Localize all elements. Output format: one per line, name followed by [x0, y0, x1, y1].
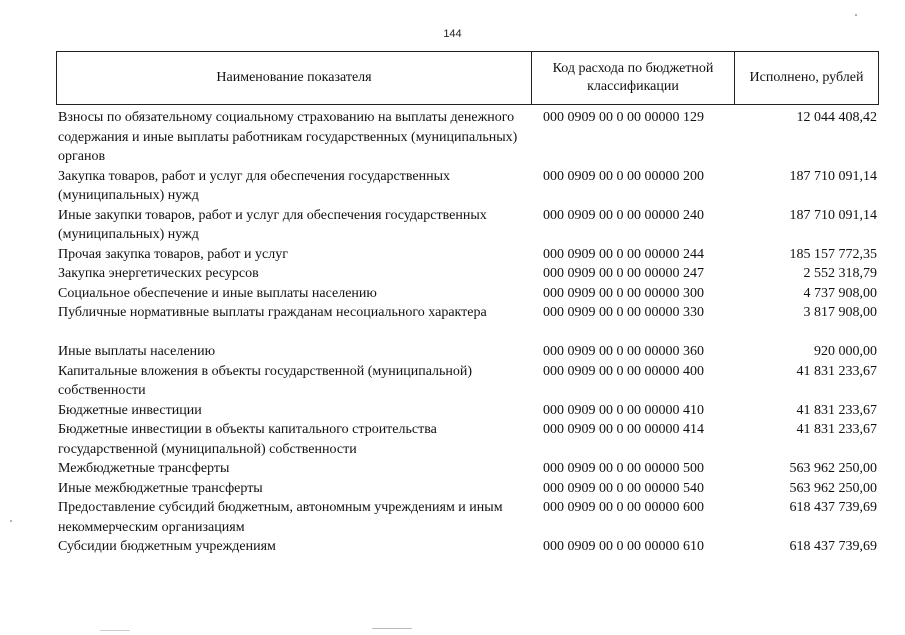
- header-executed: Исполнено, рублей: [749, 70, 864, 85]
- table-row: [56, 479, 879, 499]
- row-name: Иные межбюджетные трансферты: [58, 480, 263, 496]
- row-name: Закупка энергетических ресурсов: [58, 266, 259, 281]
- scan-speck: [372, 628, 412, 629]
- header-name: Наименование показателя: [57, 52, 532, 104]
- row-code: 000 0909 00 0 00 00000 410: [543, 402, 704, 418]
- table-row: [56, 167, 879, 206]
- table-row: [56, 342, 879, 362]
- row-name: Публичные нормативные выплаты гражданам несоциального характера: [58, 305, 487, 320]
- row-code: 000 0909 00 0 00 00000 360: [543, 344, 704, 359]
- row-name: Прочая закупка товаров, работ и услуг: [58, 246, 288, 262]
- row-name: Межбюджетные трансферты: [58, 461, 230, 476]
- row-executed: 563 962 250,00: [789, 461, 877, 476]
- row-name: Иные выплаты населению: [58, 344, 216, 359]
- table-row: [56, 303, 879, 323]
- row-name: Бюджетные инвестиции: [58, 402, 202, 418]
- row-executed: 4 737 908,00: [803, 285, 877, 301]
- row-code: 000 0909 00 0 00 00000 600: [543, 500, 704, 515]
- row-executed: 187 710 091,14: [789, 207, 877, 223]
- row-name: Взносы по обязательному социальному страхованию на выплаты денежного содержания и иные выплаты работникам государственных (муниципальных) органов: [58, 110, 518, 164]
- scan-speck: [855, 14, 857, 16]
- row-code: 000 0909 00 0 00 00000 500: [543, 461, 704, 476]
- row-executed: 41 831 233,67: [796, 422, 877, 437]
- row-code: 000 0909 00 0 00 00000 540: [543, 480, 704, 496]
- row-name: Капитальные вложения в объекты государственной (муниципальной) собственности: [58, 363, 473, 398]
- row-name: Субсидии бюджетным учреждениям: [58, 539, 276, 554]
- table-row: [56, 537, 879, 557]
- row-executed: 185 157 772,35: [789, 246, 877, 262]
- row-executed: 3 817 908,00: [803, 305, 877, 320]
- row-code: 000 0909 00 0 00 00000 129: [543, 110, 704, 125]
- row-executed: 920 000,00: [814, 344, 877, 359]
- row-executed: 618 437 739,69: [789, 500, 877, 515]
- scan-speck: [100, 630, 130, 631]
- table-body: [56, 108, 879, 557]
- row-code: 000 0909 00 0 00 00000 330: [543, 305, 704, 320]
- row-executed: 41 831 233,67: [796, 402, 877, 418]
- row-name: Социальное обеспечение и иные выплаты населению: [58, 285, 377, 301]
- row-code: 000 0909 00 0 00 00000 244: [543, 246, 704, 262]
- row-code: 000 0909 00 0 00 00000 240: [543, 207, 704, 223]
- table-header: [56, 51, 879, 105]
- row-executed: 187 710 091,14: [789, 168, 877, 184]
- row-executed: 12 044 408,42: [796, 110, 877, 125]
- row-name: Иные закупки товаров, работ и услуг для обеспечения государственных (муниципальных) нужд: [58, 207, 487, 242]
- table-row: [56, 284, 879, 304]
- table-row: [56, 264, 879, 284]
- table-row: [56, 498, 879, 537]
- row-name: Закупка товаров, работ и услуг для обеспечения государственных (муниципальных) нужд: [58, 168, 451, 203]
- row-name: Предоставление субсидий бюджетным, автономным учреждениям и иным некоммерческим организациям: [58, 500, 503, 535]
- row-code: 000 0909 00 0 00 00000 610: [543, 539, 704, 554]
- row-name: Бюджетные инвестиции в объекты капитального строительства государственной (муниципальной) собственности: [58, 422, 437, 457]
- row-code: 000 0909 00 0 00 00000 400: [543, 363, 704, 379]
- row-code: 000 0909 00 0 00 00000 300: [543, 285, 704, 301]
- row-executed: 2 552 318,79: [803, 266, 877, 281]
- scan-speck: [10, 520, 12, 522]
- row-code: 000 0909 00 0 00 00000 414: [543, 422, 704, 437]
- row-executed: 563 962 250,00: [789, 480, 877, 496]
- table-row: [56, 206, 879, 245]
- table-row: [56, 245, 879, 265]
- row-code: 000 0909 00 0 00 00000 200: [543, 168, 704, 184]
- row-executed: 618 437 739,69: [789, 539, 877, 554]
- table-row: [56, 420, 879, 459]
- table-row: [56, 401, 879, 421]
- row-code: 000 0909 00 0 00 00000 247: [543, 266, 704, 281]
- table-row: [56, 108, 879, 167]
- page-number: 144: [443, 28, 462, 40]
- header-code: Код расхода по бюджетной классификации: [532, 52, 735, 104]
- row-executed: 41 831 233,67: [796, 363, 877, 379]
- table-row: [56, 459, 879, 479]
- table-row: [56, 362, 879, 401]
